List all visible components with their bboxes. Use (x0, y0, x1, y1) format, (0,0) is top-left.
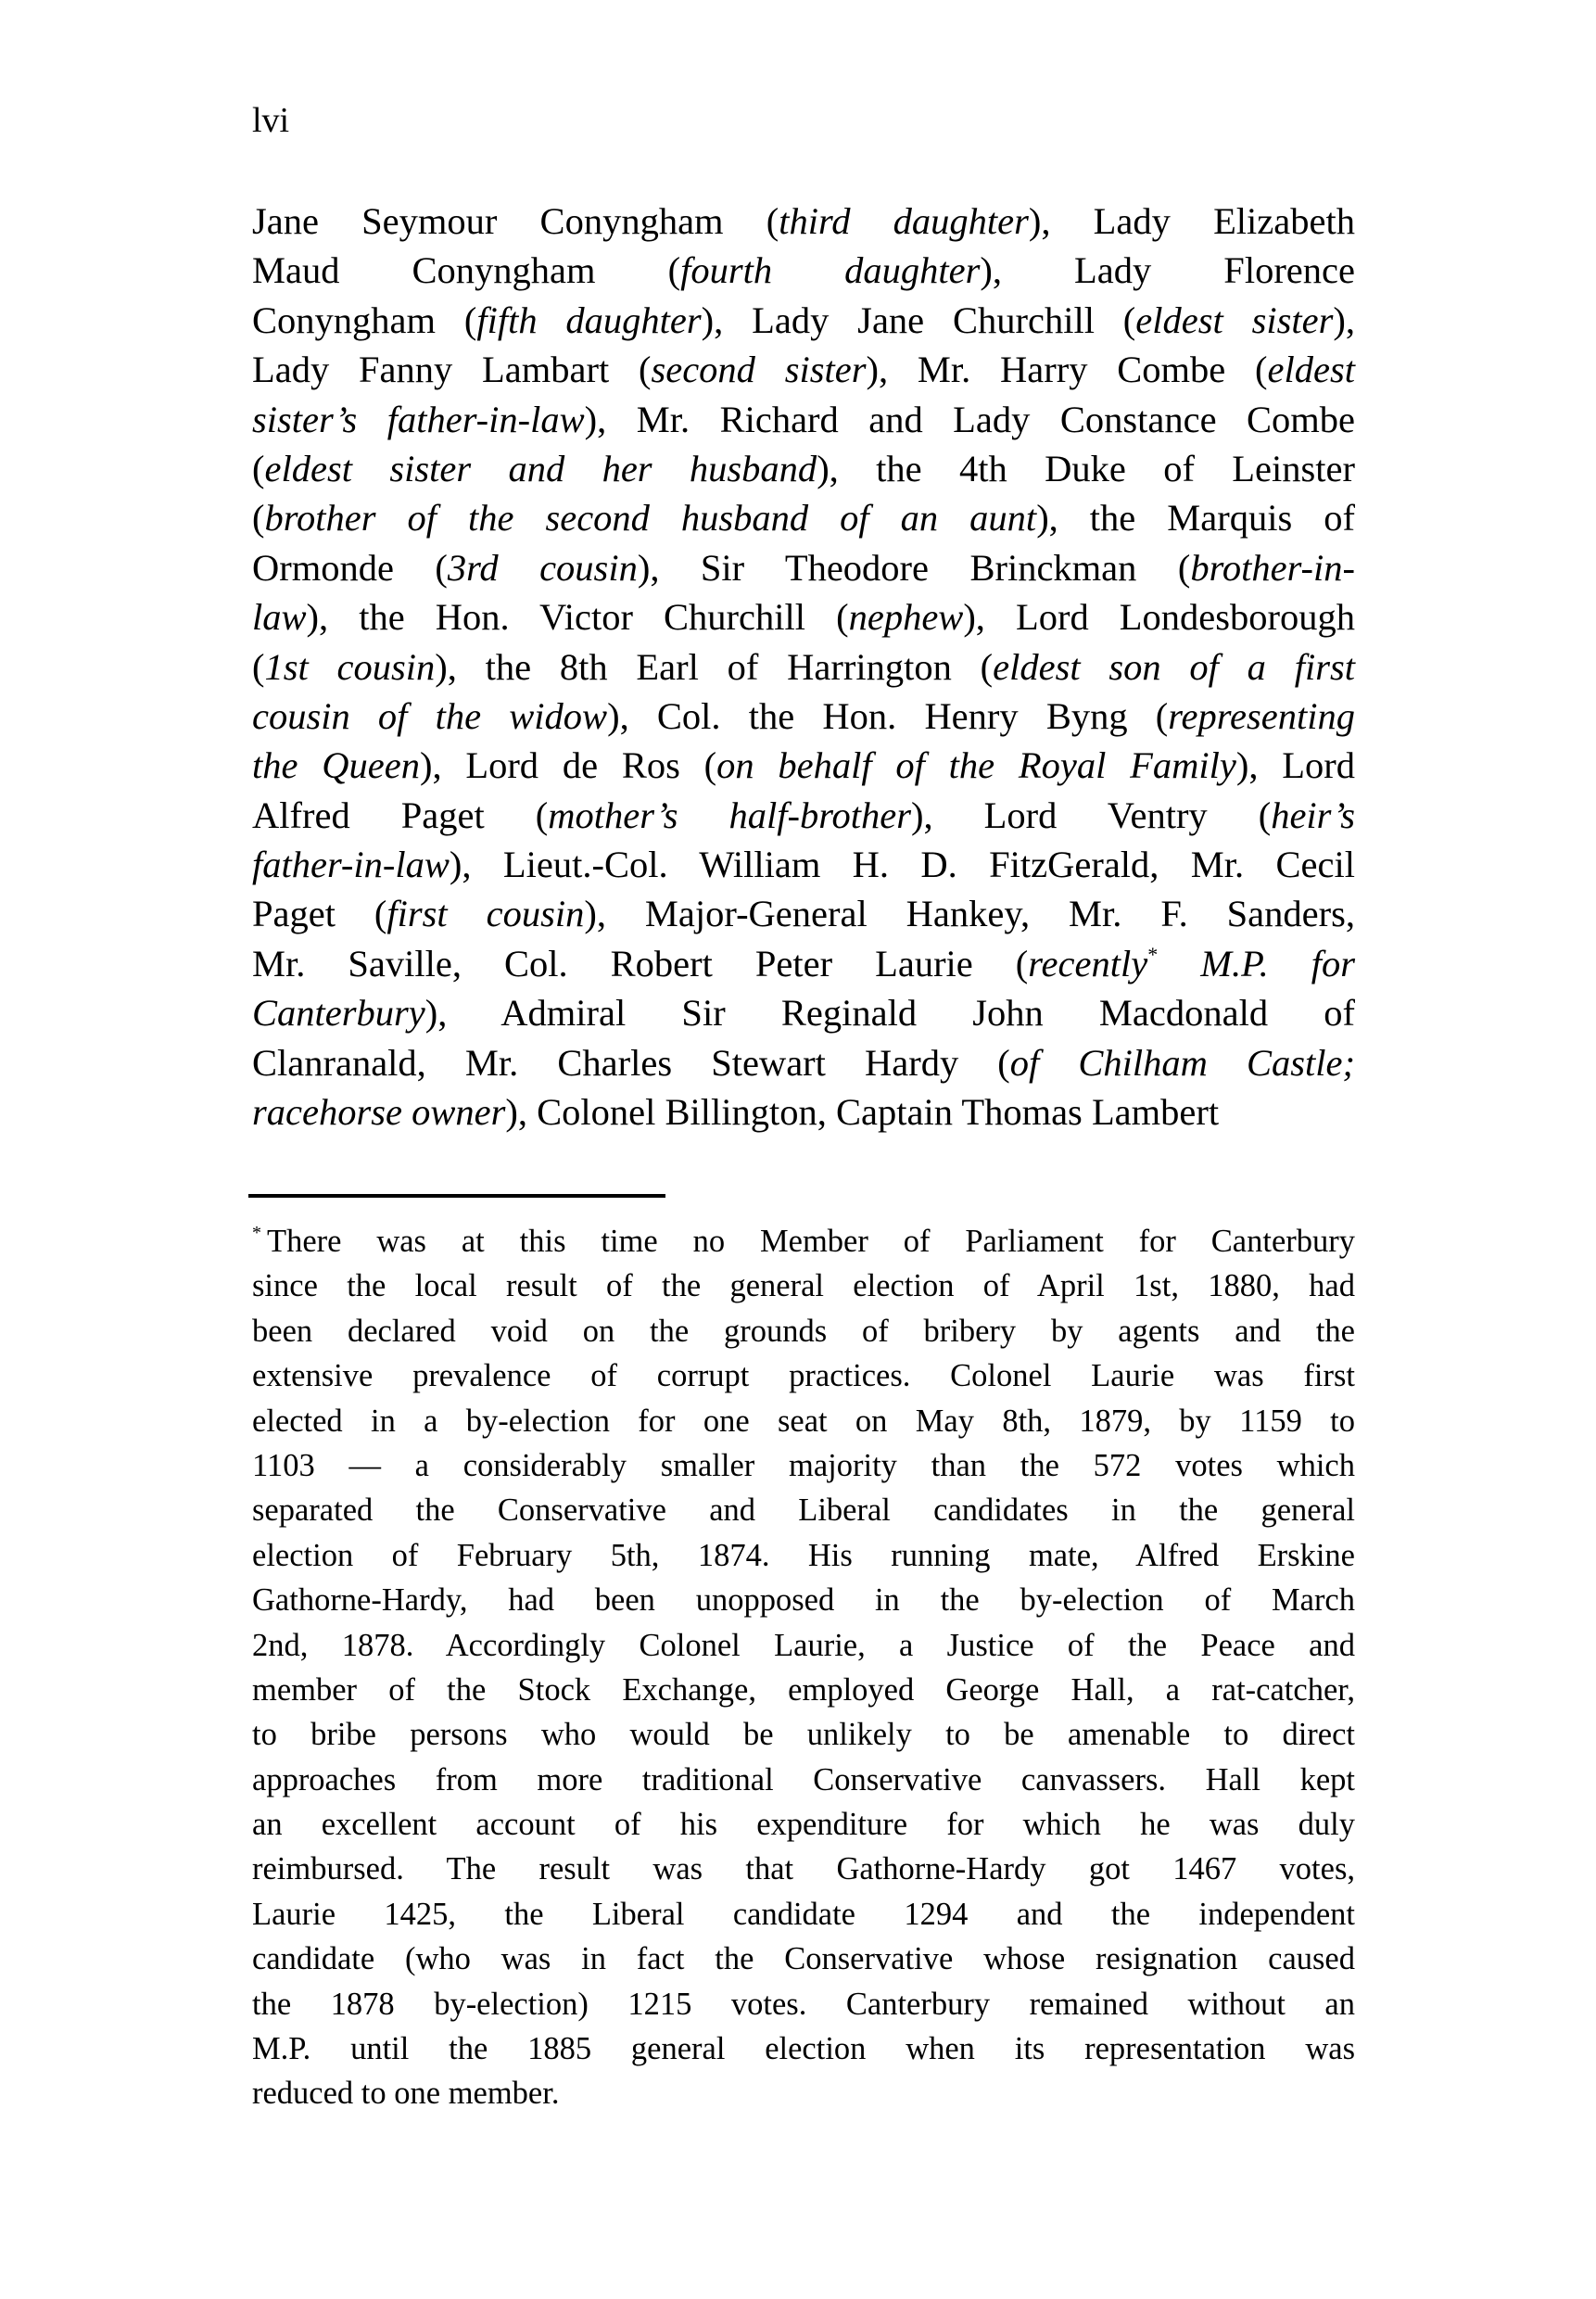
body-text-run: ), Col. the Hon. Henry Byng ( (607, 694, 1169, 737)
footnote-line (252, 1668, 1355, 1712)
italic-annotation: third daughter (779, 200, 1029, 242)
footnote-marker: * (252, 1223, 261, 1243)
footnote-text: There was at this time no Member of Parliament for Canterbury (267, 1224, 1355, 1259)
footnote-text: Laurie 1425, the Liberal candidate 1294 and the independent (252, 1896, 1355, 1932)
footnote-line (252, 2026, 1355, 2071)
body-line (252, 840, 1355, 889)
footnote-line (252, 1353, 1355, 1398)
body-text-run: ), Lady Jane Churchill ( (701, 298, 1136, 341)
body-line (252, 444, 1355, 493)
body-text-run: ), Lord Ventry ( (911, 794, 1272, 836)
body-text-run: ), the Hon. Victor Churchill ( (306, 596, 849, 639)
footnote-text: separated the Conservative and Liberal candidates in the general (252, 1492, 1355, 1529)
body-text-run: ), (1333, 298, 1355, 341)
italic-annotation: representing (1168, 694, 1355, 737)
footnote-text: Gathorne-Hardy, had been unopposed in the by-election of March (252, 1582, 1355, 1619)
footnote-reference-marker[interactable]: * (1147, 942, 1159, 966)
footnote-line (252, 1264, 1355, 1308)
italic-annotation: of Chilham Castle; (1009, 1041, 1355, 1084)
italic-annotation: first cousin (386, 893, 585, 935)
body-text-run: ( (252, 497, 265, 540)
footnote-line (252, 1578, 1355, 1622)
body-line (252, 1038, 1355, 1087)
italic-annotation: brother of the second husband of an aunt (264, 497, 1037, 540)
footnote-text: M.P. until the 1885 general election when its representation was (252, 2031, 1355, 2067)
footnote-text: since the local result of the general election of April 1st, 1880, had (252, 1268, 1355, 1304)
footnote-text: an excellent account of his expenditure for which he was duly (252, 1807, 1355, 1843)
footnote-separator-rule (248, 1194, 665, 1198)
italic-annotation: M.P. for (1158, 942, 1355, 984)
body-line (252, 692, 1355, 741)
italic-annotation: Canterbury (252, 992, 425, 1035)
body-text-run: Lady Fanny Lambart ( (252, 349, 652, 391)
body-text-run: ), Lady Elizabeth (1028, 200, 1355, 242)
footnote-text: the 1878 by-election) 1215 votes. Canterbury remained without an (252, 1986, 1355, 2022)
body-line (252, 741, 1355, 790)
body-text-run: ), the Marquis of (1036, 497, 1355, 540)
body-line (252, 592, 1355, 641)
footnote-text: election of February 5th, 1874. His running mate, Alfred Erskine (252, 1537, 1355, 1573)
footnote-text: reimbursed. The result was that Gathorne-Hardy got 1467 votes, (252, 1851, 1355, 1887)
body-text-run: Jane Seymour Conyngham ( (252, 200, 779, 242)
body-text-run: ), Major-General Hankey, Mr. F. Sanders, (584, 893, 1356, 935)
body-text-run: ), the 4th Duke of Leinster (817, 447, 1355, 489)
italic-annotation: 1st cousin (264, 645, 436, 688)
footnote-line (252, 1758, 1355, 1802)
body-line (252, 345, 1355, 394)
footnote-text: elected in a by-election for one seat on May 8th, 1879, by 1159 to (252, 1403, 1355, 1439)
italic-annotation: eldest son of a first (993, 645, 1355, 688)
italic-annotation: fourth daughter (680, 249, 981, 292)
italic-annotation: racehorse owner (252, 1091, 506, 1134)
footnote-line (252, 1443, 1355, 1488)
italic-annotation: cousin of the widow (252, 694, 608, 737)
italic-annotation: 3rd cousin (447, 546, 638, 589)
italic-annotation: heir’s (1271, 794, 1355, 836)
footnote-text: 1103 — a considerably smaller majority than the 572 votes which (252, 1447, 1355, 1483)
footnote-text: 2nd, 1878. Accordingly Colonel Laurie, a Justice of the Peace and (252, 1627, 1355, 1663)
body-text-run: ( (252, 447, 265, 489)
italic-annotation: eldest sister (1135, 298, 1334, 341)
body-text-run: ), Lord Londesborough (963, 596, 1355, 639)
body-line (252, 939, 1355, 988)
body-line (252, 889, 1355, 938)
body-text-run: ), Lady Florence (980, 249, 1355, 292)
footnote-line (252, 1623, 1355, 1668)
body-text-run: Alfred Paget ( (252, 794, 549, 836)
footnote-line (252, 1802, 1355, 1847)
italic-annotation: eldest (1267, 349, 1355, 391)
body-text-run: ), Lord (1235, 744, 1355, 787)
body-text-run: Maud Conyngham ( (252, 249, 681, 292)
italic-annotation: sister’s father-in-law (252, 398, 585, 440)
body-text-run: ), Mr. Richard and Lady Constance Combe (584, 398, 1355, 440)
body-line (252, 988, 1355, 1037)
body-text-run: Clanranald, Mr. Charles Stewart Hardy ( (252, 1041, 1010, 1084)
italic-annotation: eldest sister and her husband (264, 447, 817, 489)
footnote (252, 1219, 1355, 2116)
footnote-line (252, 1892, 1355, 1937)
footnote-line (252, 1533, 1355, 1578)
body-text-run: ( (252, 645, 265, 688)
footnote-text: reduced to one member. (252, 2076, 560, 2112)
footnote-text: approaches from more traditional Conservative canvassers. Hall kept (252, 1761, 1355, 1797)
body-text-run: ), Lieut.-Col. William H. D. FitzGerald, Mr. Cecil (449, 844, 1355, 886)
italic-annotation: second sister (651, 349, 867, 391)
footnote-text: to bribe persons who would be unlikely to be amenable to direct (252, 1717, 1355, 1753)
body-line (252, 395, 1355, 444)
body-text-run: ), Sir Theodore Brinckman ( (637, 546, 1191, 589)
italic-annotation: law (252, 596, 307, 639)
footnote-line (252, 1399, 1355, 1443)
body-text-run: ), Lord de Ros ( (419, 744, 717, 787)
page-number: lvi (252, 101, 290, 140)
italic-annotation: fifth daughter (476, 298, 702, 341)
body-line (252, 246, 1355, 295)
body-line (252, 642, 1355, 692)
italic-annotation: father-in-law (252, 844, 450, 886)
footnote-text: been declared void on the grounds of bribery by agents and the (252, 1313, 1355, 1349)
footnote-line (252, 1982, 1355, 2026)
footnote-line (252, 1309, 1355, 1353)
body-line (252, 543, 1355, 592)
body-line (252, 791, 1355, 840)
italic-annotation: recently (1028, 942, 1148, 984)
italic-annotation: nephew (848, 596, 964, 639)
body-text-run: ), the 8th Earl of Harrington ( (435, 645, 994, 688)
footnote-text: candidate (who was in fact the Conservative whose resignation caused (252, 1941, 1355, 1977)
footnote-text: extensive prevalence of corrupt practices. Colonel Laurie was first (252, 1358, 1355, 1394)
body-line (252, 493, 1355, 542)
footnote-text: member of the Stock Exchange, employed George Hall, a rat-catcher, (252, 1671, 1355, 1708)
footnote-line (252, 2071, 1355, 2115)
body-paragraph (252, 197, 1355, 1137)
body-text-run: Mr. Saville, Col. Robert Peter Laurie ( (252, 942, 1029, 984)
footnote-line (252, 1712, 1355, 1757)
footnote-line (252, 1937, 1355, 1981)
body-text-run: Paget ( (252, 893, 387, 935)
body-line (252, 296, 1355, 345)
italic-annotation: brother-in- (1190, 546, 1356, 589)
italic-annotation: mother’s half-brother (548, 794, 912, 836)
body-line (252, 1087, 1355, 1137)
italic-annotation: on behalf of the Royal Family (716, 744, 1236, 787)
body-text-run: ), Colonel Billington, Captain Thomas Lambert (505, 1091, 1220, 1134)
italic-annotation: the Queen (252, 744, 420, 787)
footnote-line (252, 1488, 1355, 1532)
body-text-run: Conyngham ( (252, 298, 477, 341)
footnote-line (252, 1847, 1355, 1891)
body-text-run: ), Admiral Sir Reginald John Macdonald of (424, 992, 1355, 1035)
body-text-run: Ormonde ( (252, 546, 448, 589)
footnote-line (252, 1219, 1355, 1264)
body-text-run: ), Mr. Harry Combe ( (866, 349, 1268, 391)
body-line (252, 197, 1355, 246)
